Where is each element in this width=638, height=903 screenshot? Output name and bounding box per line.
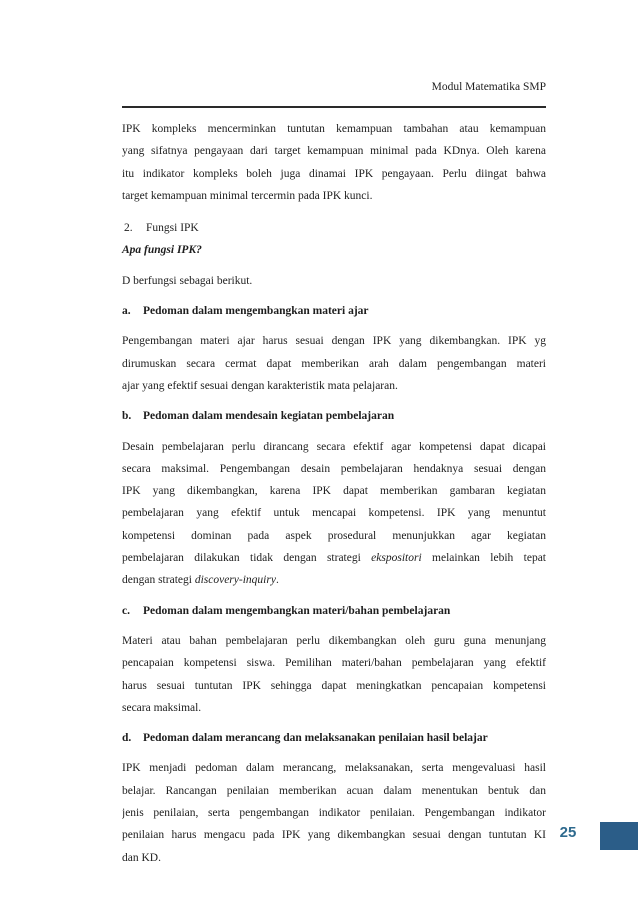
text-line: dengan strategi discovery-inquiry. [122,574,279,587]
text-line: pembelajaran yang efektif untuk mencapai kompetensi. IPK yang menuntut [122,507,546,520]
section-title: Fungsi IPK [146,222,199,235]
subhead-a [122,300,546,322]
question-heading: Apa fungsi IPK? [122,244,202,257]
corner-accent-block [600,822,638,850]
running-header: Modul Matematika SMP [431,81,546,93]
text-line: itu indikator kompleks boleh juga dinamai IPK pengayaan. Perlu diingat bahwa [122,167,546,180]
paragraph-b [122,436,546,592]
emphasis-term: discovery-inquiry [194,574,276,587]
text-line: D berfungsi sebagai berikut. [122,274,253,287]
intro-paragraph [122,118,546,207]
text-line: pencapaian kompetensi siswa. Pemilihan materi/bahan pembelajaran yang efektif [122,657,546,670]
text-line: IPK menjadi pedoman dalam merancang, melaksanakan, serta mengevaluasi hasil [122,762,546,775]
subhead-title: Pedoman dalam mendesain kegiatan pembelajaran [143,410,395,423]
paragraph-c [122,630,546,719]
text-line: jenis penilaian, serta pengembangan indikator penilaian. Pengembangan indikator [122,807,546,820]
text-line: penilaian harus mengacu pada IPK yang dikembangkan sesuai dengan tuntutan KI [122,829,546,842]
text-line: belajar. Rancangan penilaian memberikan acuan dalam menentukan bentuk dan [122,784,546,797]
text-line: secara maksimal. [122,701,202,714]
subhead-title: Pedoman dalam merancang dan melaksanakan penilaian hasil belajar [143,732,488,745]
subhead-letter: c. [122,604,130,617]
text-line: Desain pembelajaran perlu dirancang secara efektif agar kompetensi dapat dicapai [122,440,546,453]
subhead-letter: b. [122,410,132,423]
subhead-c [122,600,546,622]
section-number: 2. [124,222,133,235]
text-line: secara maksimal. Pengembangan desain pembelajaran hendaknya sesuai dengan [122,462,546,475]
lead-sentence [122,270,546,292]
section-heading [122,217,546,239]
subhead-b [122,405,546,427]
text-line: Materi atau bahan pembelajaran perlu dikembangkan oleh guru guna menunjang [122,634,546,647]
text-line: dan KD. [122,851,161,864]
subhead-letter: d. [122,732,132,745]
text-line: harus sesuai tuntutan IPK sehingga dapat meningkatkan pencapaian kompetensi [122,679,546,692]
paragraph-d [122,757,546,868]
text-line: ajar yang efektif sesuai dengan karakteristik mata pelajaran. [122,379,398,392]
text-line: target kemampuan minimal tercermin pada IPK kunci. [122,189,373,202]
text-line: dirumuskan secara cermat dapat memberikan arah dalam pengembangan materi [122,357,546,370]
page-number: 25 [559,824,577,841]
emphasis-term: ekspositori [371,552,422,565]
text-line: kompetensi dominan pada aspek prosedural menunjukkan agar kegiatan [122,529,546,542]
text-line: IPK kompleks mencerminkan tuntutan kemampuan tambahan atau kemampuan [122,123,546,135]
text-line: yang sifatnya pengayaan dari target kemampuan minimal pada KDnya. Oleh karena [122,145,546,158]
header-rule [122,106,546,108]
subhead-title: Pedoman dalam mengembangkan materi/bahan pembelajaran [143,604,451,617]
page-content [122,118,546,869]
subhead-d [122,727,546,749]
subhead-title: Pedoman dalam mengembangkan materi ajar [143,305,369,318]
text-line: IPK yang dikembangkan, karena IPK dapat memberikan gambaran kegiatan [122,485,546,498]
paragraph-a [122,330,546,397]
text-line: pembelajaran dilakukan tidak dengan strategi ekspositori melainkan lebih tepat [122,552,546,565]
text-line: Pengembangan materi ajar harus sesuai dengan IPK yang dikembangkan. IPK yg [122,335,546,348]
subhead-letter: a. [122,305,131,318]
